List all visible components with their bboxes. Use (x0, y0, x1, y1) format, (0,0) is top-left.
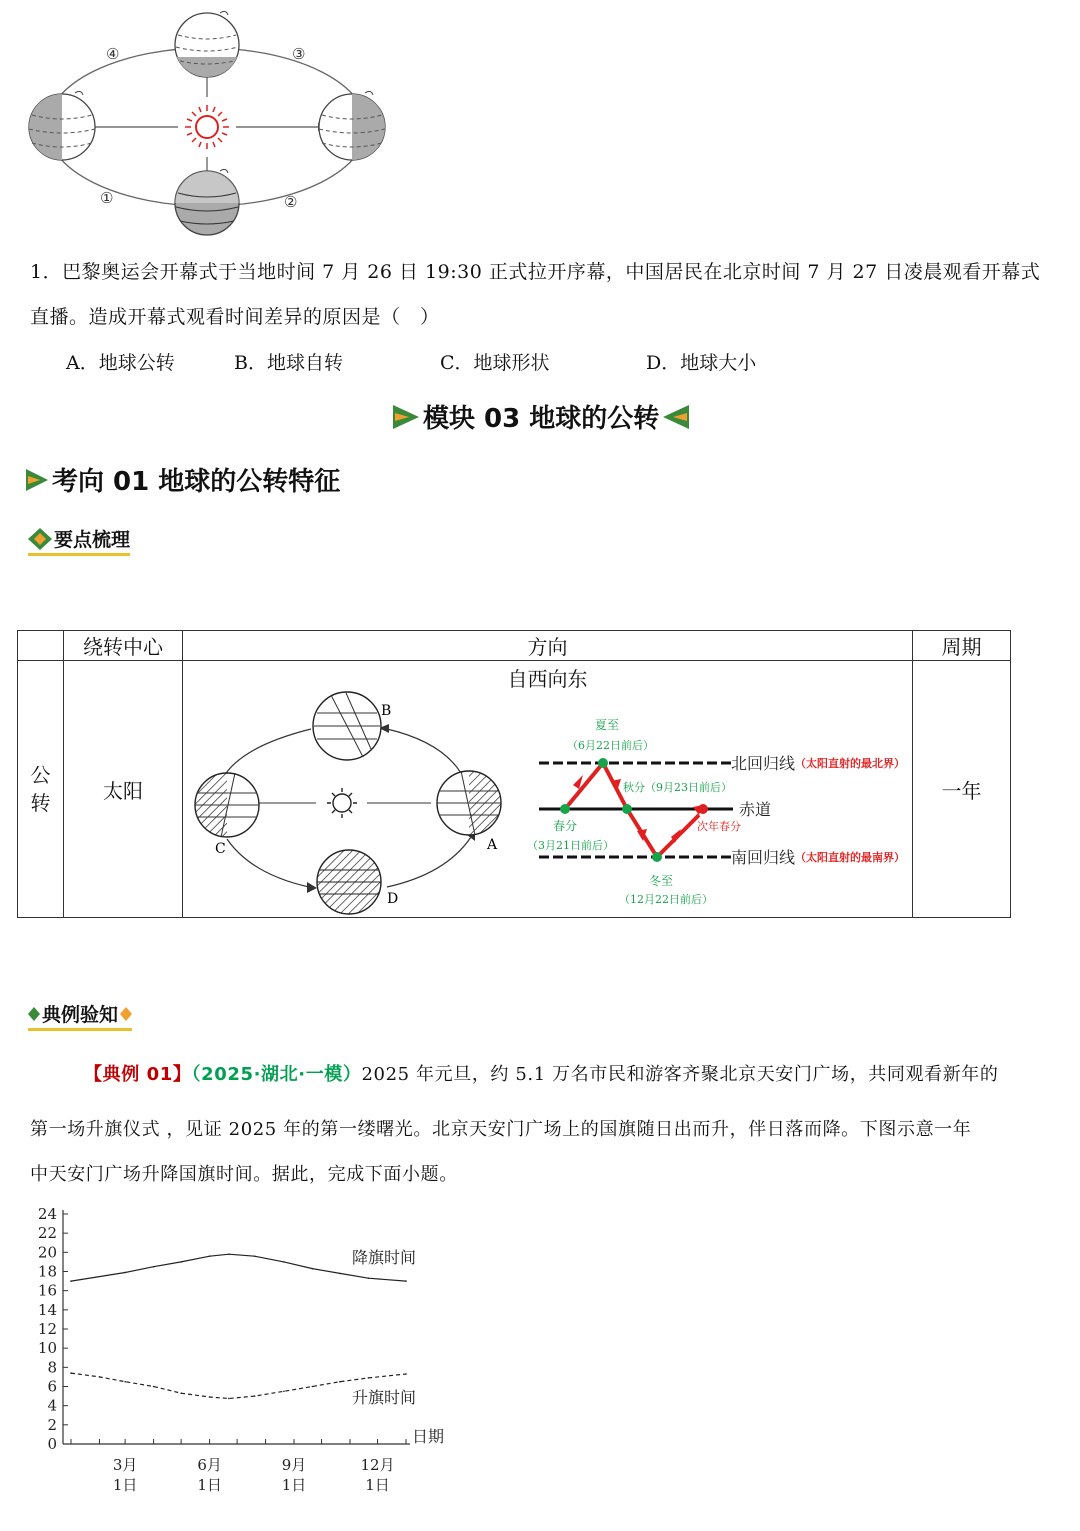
data-point (339, 1381, 341, 1383)
sun-icon (185, 105, 229, 149)
example-line2: 第一场升旗仪式 ，见证 2025 年的第一缕曙光。北京天安门广场上的国旗随日出而升，伴日落而降。下图示意一年 (30, 1119, 972, 1140)
example-title: 典例验知 (42, 1004, 119, 1026)
orbit-label: ② (284, 193, 298, 211)
y-tick-label: 0 (47, 1435, 57, 1453)
diamond-icon (120, 1007, 132, 1021)
orbit-label-a: A (487, 837, 498, 853)
row-label-cell (18, 661, 64, 918)
equator-label: 赤道 (739, 800, 772, 819)
x-axis-label: 日期 (412, 1427, 445, 1446)
y-tick-label: 22 (37, 1224, 57, 1243)
data-point (339, 1273, 341, 1275)
autumn-label: 秋分（9月23日前后） (623, 781, 732, 794)
orbit-label-c: C (215, 841, 226, 857)
solar-point-diagram (527, 689, 907, 917)
summer-date: （6月22日前后） (567, 739, 654, 752)
key-points-header (28, 525, 130, 556)
winter-date: （12月22日前后） (619, 893, 713, 906)
globe-c (195, 773, 259, 837)
data-point (70, 1372, 72, 1374)
direction-value: 自西向东 (507, 667, 588, 691)
x-tick-label-day: 1日 (281, 1476, 307, 1494)
orbit-label: ④ (106, 45, 120, 63)
y-tick-label: 2 (47, 1415, 57, 1434)
data-point (312, 1386, 314, 1388)
globe-icon (29, 91, 95, 160)
orbit-diagram-abcd (191, 689, 511, 917)
center-cell (64, 661, 183, 918)
data-point (153, 1266, 155, 1268)
row-label: 公转 (30, 763, 51, 815)
arrow-right-icon (393, 405, 419, 429)
sun-icon (327, 788, 357, 818)
north-tropic-label: 北回归线 (731, 754, 796, 773)
south-tropic-note: （太阳直射的最南界） (795, 851, 905, 864)
data-point (124, 1272, 126, 1274)
x-tick-label-month: 9月 (281, 1456, 307, 1474)
data-point (228, 1253, 230, 1255)
x-tick-label-day: 1日 (112, 1476, 138, 1494)
y-tick-label: 10 (37, 1339, 57, 1358)
data-point (283, 1261, 285, 1263)
data-point (124, 1381, 126, 1383)
arrow-left-icon (663, 405, 689, 429)
data-point (209, 1396, 211, 1398)
module-title: 模块 03 地球的公转 (423, 404, 660, 434)
example-header (28, 1000, 132, 1031)
x-tick-label-month: 3月 (112, 1456, 138, 1474)
globe-icon (175, 169, 239, 235)
example-source: （2025·湖北·一模） (191, 1064, 362, 1085)
data-point (180, 1392, 182, 1394)
summer-dot (598, 758, 608, 768)
data-point (254, 1255, 256, 1257)
y-tick-label: 12 (37, 1320, 57, 1338)
winter-dot (652, 852, 662, 862)
y-tick-label: 6 (47, 1377, 57, 1396)
period-value: 一年 (941, 778, 982, 803)
series-label: 升旗时间 (352, 1387, 417, 1407)
data-point (70, 1280, 72, 1282)
y-tick-label: 20 (37, 1243, 57, 1262)
option-d[interactable]: D．地球大小 (646, 352, 757, 374)
y-tick-label: 24 (37, 1205, 57, 1223)
data-point (228, 1398, 230, 1400)
option-a[interactable]: A．地球公转 (66, 352, 175, 374)
data-point (368, 1377, 370, 1379)
option-b[interactable]: B．地球自转 (234, 352, 343, 374)
data-point (99, 1376, 101, 1378)
globe-icon (175, 11, 239, 77)
globe-icon (319, 91, 385, 160)
next-spring-label: 次年春分 (697, 820, 741, 833)
arrow-right-icon (26, 469, 48, 491)
y-tick-label: 4 (47, 1396, 57, 1415)
globe-b (313, 692, 381, 760)
orbit-diagram-top (20, 5, 400, 240)
data-point (405, 1373, 407, 1375)
orbit-label-d: D (387, 891, 399, 907)
direction-cell (183, 661, 913, 918)
summer-label: 夏至 (595, 718, 620, 732)
orbit-label: ① (100, 189, 114, 207)
example-line3: 中天安门广场升降国旗时间。据此，完成下面小题。 (30, 1164, 458, 1185)
header-period: 周期 (913, 631, 1011, 661)
y-tick-label: 18 (37, 1262, 57, 1281)
data-point (283, 1390, 285, 1392)
data-point (153, 1386, 155, 1388)
series-label: 降旗时间 (352, 1247, 417, 1267)
autumn-dot (622, 804, 632, 814)
north-tropic-note: （太阳直射的最北界） (795, 757, 905, 770)
question-1-line2: 直播。造成开幕式观看时间差异的原因是（ ） (30, 306, 440, 328)
spring-dot (560, 804, 570, 814)
key-points-title: 要点梳理 (54, 529, 131, 551)
orbit-label: ③ (292, 45, 306, 63)
south-tropic-label: 南回归线 (731, 848, 796, 867)
x-tick-label-day: 1日 (365, 1476, 390, 1494)
example-tag: 【典例 01】 (84, 1064, 192, 1085)
y-tick-label: 8 (47, 1358, 57, 1377)
data-point (180, 1261, 182, 1263)
spring-date: （3月21日前后） (527, 839, 614, 852)
data-point (368, 1277, 370, 1279)
next-spring-dot (698, 804, 708, 814)
diamond-icon (28, 528, 52, 550)
center-value: 太阳 (103, 778, 143, 803)
globe-d (317, 850, 381, 914)
data-point (405, 1280, 407, 1282)
y-tick-label: 16 (37, 1281, 57, 1300)
period-cell (913, 661, 1011, 918)
example-line1 (84, 1060, 999, 1086)
x-tick-label-month: 6月 (197, 1456, 222, 1474)
example-text-1: 2025 年元旦，约 5.1 万名市民和游客齐聚北京天安门广场，共同观看新年的 (361, 1064, 999, 1085)
orbit-label-b: B (381, 703, 392, 719)
spring-label: 春分 (553, 819, 578, 833)
diamond-icon (28, 1007, 40, 1021)
option-c[interactable]: C．地球形状 (440, 352, 550, 374)
data-point (209, 1255, 211, 1257)
direction-title: 考向 01 地球的公转特征 (52, 467, 341, 497)
y-tick-label: 14 (37, 1300, 57, 1319)
flag-time-chart (20, 1200, 460, 1505)
x-tick-label-day: 1日 (197, 1476, 222, 1494)
x-tick-label-month: 12月 (360, 1456, 395, 1474)
module-header (393, 398, 689, 435)
globe-a (437, 771, 501, 835)
header-direction: 方向 (183, 631, 913, 661)
data-point (312, 1268, 314, 1270)
revolution-table (17, 630, 1011, 918)
winter-label: 冬至 (649, 874, 674, 888)
question-1-line1: 1．巴黎奥运会开幕式于当地时间 7 月 26 日 19:30 正式拉开序幕，中国居民在北京时间 7 月 27 日凌晨观看开幕式 (30, 261, 1041, 283)
direction-header (26, 461, 340, 498)
header-center: 绕转中心 (64, 631, 183, 661)
data-point (254, 1395, 256, 1397)
